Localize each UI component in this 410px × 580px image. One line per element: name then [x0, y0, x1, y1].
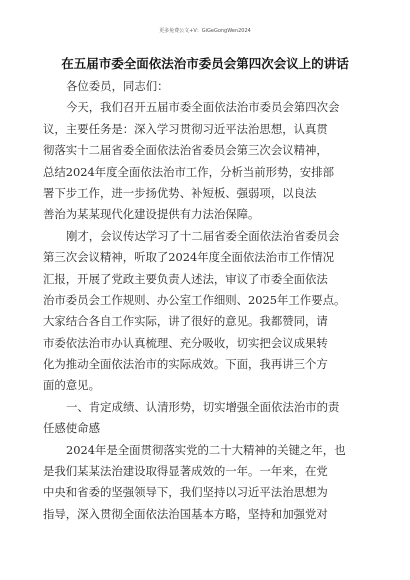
- body-text-line: 第三次会议精神，听取了2024年度全面依法治市工作情况: [43, 250, 334, 265]
- body-text-line: 一、肯定成绩、认清形势，切实增强全面依法治市的责: [66, 399, 340, 414]
- body-text-line: 汇报，开展了党政主要负责人述法，审议了市委全面依法: [43, 271, 328, 286]
- body-text-line: 中央和省委的坚强领导下，我们坚持以习近平法治思想为: [43, 485, 328, 500]
- body-text-line: 面的意见。: [43, 378, 100, 393]
- body-text-line: 是我们某某法治建设取得显著成效的一年。一年来，在党: [43, 464, 328, 479]
- body-text-line: 指导，深入贯彻全面依法治国基本方略，坚持和加强党对: [43, 506, 328, 521]
- header-watermark: 更多免费公文+V：GiGeGongWen2024: [159, 28, 251, 34]
- body-text-line: 议，主要任务是：深入学习贯彻习近平法治思想，认真贯: [43, 121, 328, 136]
- body-text-line: 2024年是全面贯彻落实党的二十大精神的关键之年，也: [66, 442, 346, 457]
- body-text-line: 刚才，会议传达学习了十二届省委全面依法治省委员会: [66, 228, 340, 243]
- body-text-line: 任感使命感: [43, 421, 100, 436]
- document-body: [43, 76, 373, 525]
- body-text-line: 总结2024年度全面依法治市工作，分析当前形势，安排部: [43, 164, 334, 179]
- document-title: 在五届市委全面依法治市委员会第四次会议上的讲话: [61, 56, 349, 71]
- body-text-line: 治市委员会工作规则、办公室工作细则、2025年工作要点。: [43, 292, 346, 307]
- body-text-line: 大家结合各自工作实际，讲了很好的意见。我都赞同，请: [43, 314, 328, 329]
- body-text-line: 署下步工作，进一步扬优势、补短板、强弱项，以良法: [43, 185, 317, 200]
- body-text-line: 今天，我们召开五届市委全面依法治市委员会第四次会: [66, 100, 340, 115]
- body-text-line: 善治为某某现代化建设提供有力法治保障。: [43, 207, 260, 222]
- body-text-line: 化为推动全面依法治市的实际成效。下面，我再讲三个方: [43, 357, 328, 372]
- body-text-line: 市委依法治市办认真梳理、充分吸收，切实把会议成果转: [43, 335, 328, 350]
- salutation: 各位委员，同志们：: [66, 79, 169, 93]
- body-text-line: 彻落实十二届省委全面依法治省委员会第三次会议精神，: [43, 143, 328, 158]
